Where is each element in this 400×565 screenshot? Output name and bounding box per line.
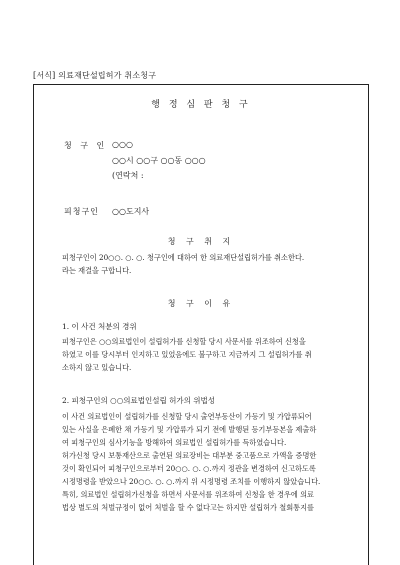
purpose-heading: 청 구 취 지: [167, 237, 235, 246]
claimant-label: 청 구 인: [64, 141, 108, 150]
claimant-address: ○○시 ○○구 ○○동 ○○○: [112, 156, 206, 165]
section2-line: 것이 확인되어 피청구인으로부터 20○○. ○. ○.까지 정관을 변경하여 신고하도록: [62, 464, 316, 473]
section1-line: 하였고 이를 당시부터 인지하고 있었음에도 불구하고 지금까지 그 설립허가를 취: [62, 350, 312, 359]
document-title: 행 정 심 판 청 구: [151, 100, 251, 110]
section2-title: 2. 피청구인의 ○○의료법인설립 허가의 위법성: [62, 396, 215, 405]
section2-line: 이 사건 의료법인이 설립허가를 신청할 당시 출연부동산이 가등기 및 가압류되어: [62, 412, 312, 421]
section1-text: [62, 335, 346, 374]
reasons-heading: 청 구 이 유: [167, 299, 235, 308]
purpose-line: 라는 재결을 구합니다.: [62, 266, 132, 275]
section2-line: 법상 별도의 처벌규정이 없어 처벌을 할 수 없다고는 하지만 설립허가 철회통지를: [62, 503, 314, 512]
claimant-contact: (연락처 :: [112, 171, 144, 180]
section2-line: 특히, 의료법인 설립허가신청을 하면서 사문서를 위조하여 신청을 한 경우에 의료: [62, 490, 314, 499]
section2-line: 시정명령을 받았으나 20○○. ○. ○.까지 위 시정명령 조치를 이행하지 않았습니다.: [62, 477, 321, 486]
section2-text: [62, 410, 346, 514]
respondent-label: 피청구인: [64, 207, 99, 216]
document-frame: [33, 84, 369, 565]
claimant-name: ○○○: [112, 140, 133, 149]
section2-line: 여 피청구인의 심사기능을 방해하여 의료법인 설립허가를 득하였습니다.: [62, 438, 287, 447]
purpose-line: 피청구인이 20○○. ○. ○. 청구인에 대하여 한 의료재단설립허가를 취소한다.: [62, 253, 305, 262]
section1-line: 피청구인은 ○○의료법인이 설립허가를 신청할 당시 사문서를 위조하여 신청을: [62, 337, 306, 346]
form-caption: [서식] 의료재단설립허가 취소청구: [33, 71, 157, 80]
section1-title: 1. 이 사건 처분의 경위: [62, 322, 137, 331]
section2-line: 허가신청 당시 보통재산으로 출연된 의료장비는 대부분 중고품으로 가액을 증명한: [62, 451, 317, 460]
respondent-value: ○○도지사: [112, 207, 150, 216]
purpose-text: [62, 251, 346, 277]
section2-line: 있는 사실을 은폐한 채 가등기 및 가압류가 되기 전에 발행된 등기부등본을 제출하: [62, 425, 317, 434]
section1-line: 소하지 않고 있습니다.: [62, 363, 132, 372]
